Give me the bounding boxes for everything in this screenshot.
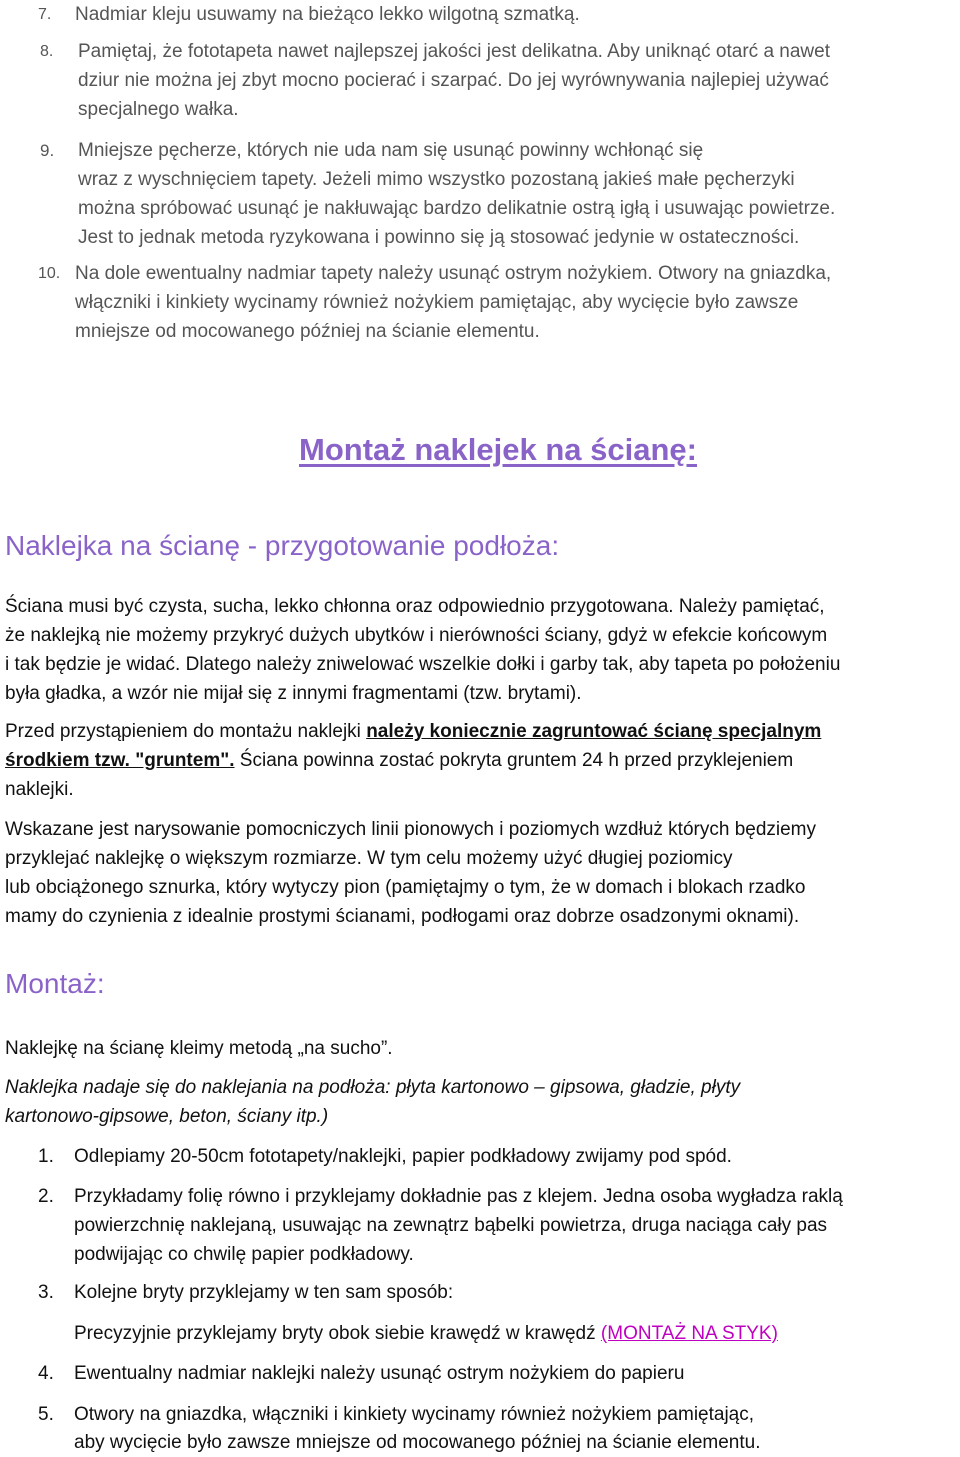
step-line: Otwory na gniazdka, włączniki i kinkiety wycinamy również nożykiem pamiętając, xyxy=(74,1404,755,1425)
important-note: środkiem tzw. "gruntem". xyxy=(5,750,235,771)
step-3-detail xyxy=(74,1319,778,1348)
step-line: Odlepiamy 20-50cm fototapety/naklejki, papier podkładowy zwijamy pod spód. xyxy=(74,1146,732,1167)
para-line: była gładka, a wzór nie mijał się z innymi fragmentami (tzw. brytami). xyxy=(5,683,582,704)
prep-paragraph-2 xyxy=(5,717,960,804)
step-line: aby wycięcie było zawsze mniejsze od mocowanego później na ścianie elementu. xyxy=(74,1432,761,1453)
prep-paragraph-1 xyxy=(5,592,960,708)
list-line: specjalnego wałka. xyxy=(78,99,239,120)
list-line: Mniejsze pęcherze, których nie uda nam się usunąć powinny wchłonąć się xyxy=(78,140,704,161)
step-detail-text: Precyzyjnie przyklejamy bryty obok siebie krawędź w krawędź xyxy=(74,1323,601,1344)
para-line: lub obciążonego sznurka, który wytyczy pion (pamiętajmy o tym, że w domach i blokach rzadko xyxy=(5,877,806,898)
step-number: 4. xyxy=(38,1363,54,1384)
montaz-intro: Naklejkę na ścianę kleimy metodą „na sucho”. xyxy=(5,1038,393,1059)
list-line: Na dole ewentualny nadmiar tapety należy usunąć ostrym nożykiem. Otwory na gniazdka, xyxy=(75,263,832,284)
step-line: Kolejne bryty przyklejamy w ten sam sposób: xyxy=(74,1282,454,1303)
list-line: można spróbować usunąć je nakłuwając bardzo delikatnie ostrą igłą i usuwając powietrze. xyxy=(78,198,836,219)
step-line: powierzchnię naklejaną, usuwając na zewnątrz bąbelki powietrza, druga naciąga cały pas xyxy=(74,1215,828,1236)
para-line: kartonowo-gipsowe, beton, ściany itp.) xyxy=(5,1106,329,1127)
montaz-heading: Montaż: xyxy=(5,968,105,999)
section-title: Montaż naklejek na ścianę: xyxy=(299,432,697,467)
para-line xyxy=(5,746,960,775)
step-line: Ewentualny nadmiar naklejki należy usunąć ostrym nożykiem do papieru xyxy=(74,1363,685,1384)
list-line: dziur nie można jej zbyt mocno pocierać i szarpać. Do jej wyrównywania najlepiej używać xyxy=(78,70,829,91)
list-line: Jest to jednak metoda ryzykowana i powinno się ją stosować jedynie w ostateczności. xyxy=(78,227,800,248)
para-line: naklejki. xyxy=(5,779,74,800)
step-number: 5. xyxy=(38,1404,54,1425)
important-note: należy koniecznie zagruntować ścianę specjalnym xyxy=(366,721,822,742)
step-line: podwijając co chwilę papier podkładowy. xyxy=(74,1244,414,1265)
montaz-na-styk-link[interactable]: (MONTAŻ NA STYK) xyxy=(600,1323,778,1344)
list-line: włączniki i kinkiety wycinamy również nożykiem pamiętając, aby wycięcie było zawsze xyxy=(75,292,799,313)
list-line: mniejsze od mocowanego później na ścianie elementu. xyxy=(75,321,540,342)
para-line: przyklejać naklejkę o większym rozmiarze. W tym celu możemy użyć długiej poziomicy xyxy=(5,848,733,869)
step-number: 2. xyxy=(38,1186,54,1207)
list-number: 10. xyxy=(38,265,61,282)
para-line: i tak będzie je widać. Dlatego należy zniwelować wszelkie dołki i garby tak, aby tapeta po położeniu xyxy=(5,654,841,675)
montaz-note xyxy=(5,1073,960,1131)
list-line: Pamiętaj, że fototapeta nawet najlepszej jakości jest delikatna. Aby uniknąć otarć a nawet xyxy=(78,41,830,62)
para-text: Ściana powinna zostać pokryta gruntem 24 h przed przyklejeniem xyxy=(234,750,794,771)
list-number: 9. xyxy=(40,141,55,160)
step-number: 1. xyxy=(38,1146,54,1167)
list-line: wraz z wyschnięciem tapety. Jeżeli mimo wszystko pozostaną jakieś małe pęcherzyki xyxy=(78,169,795,190)
step-line: Przykładamy folię równo i przyklejamy dokładnie pas z klejem. Jedna osoba wygładza raklą xyxy=(74,1186,843,1207)
para-line: Wskazane jest narysowanie pomocniczych linii pionowych i poziomych wzdłuż których będziemy xyxy=(5,819,817,840)
para-text: Przed przystąpieniem do montażu naklejki xyxy=(5,721,367,742)
prep-paragraph-3 xyxy=(5,815,960,931)
para-line: mamy do czynienia z idealnie prostymi ścianami, podłogami oraz dobrze osadzonymi oknami). xyxy=(5,906,800,927)
list-number: 7. xyxy=(38,6,52,23)
para-line: Ściana musi być czysta, sucha, lekko chłonna oraz odpowiednio przygotowana. Należy pamiętać, xyxy=(5,596,825,617)
para-line xyxy=(5,717,960,746)
para-line: Naklejka nadaje się do naklejania na podłoża: płyta kartonowo – gipsowa, gładzie, płyty xyxy=(5,1077,741,1098)
list-number: 8. xyxy=(40,43,54,60)
list-text: Nadmiar kleju usuwamy na bieżąco lekko wilgotną szmatką. xyxy=(75,4,580,25)
para-line: że naklejką nie możemy przykryć dużych ubytków i nierówności ściany, gdyż w efekcie końcowym xyxy=(5,625,828,646)
prep-heading: Naklejka na ścianę - przygotowanie podłoża: xyxy=(5,530,560,561)
step-number: 3. xyxy=(38,1282,54,1303)
